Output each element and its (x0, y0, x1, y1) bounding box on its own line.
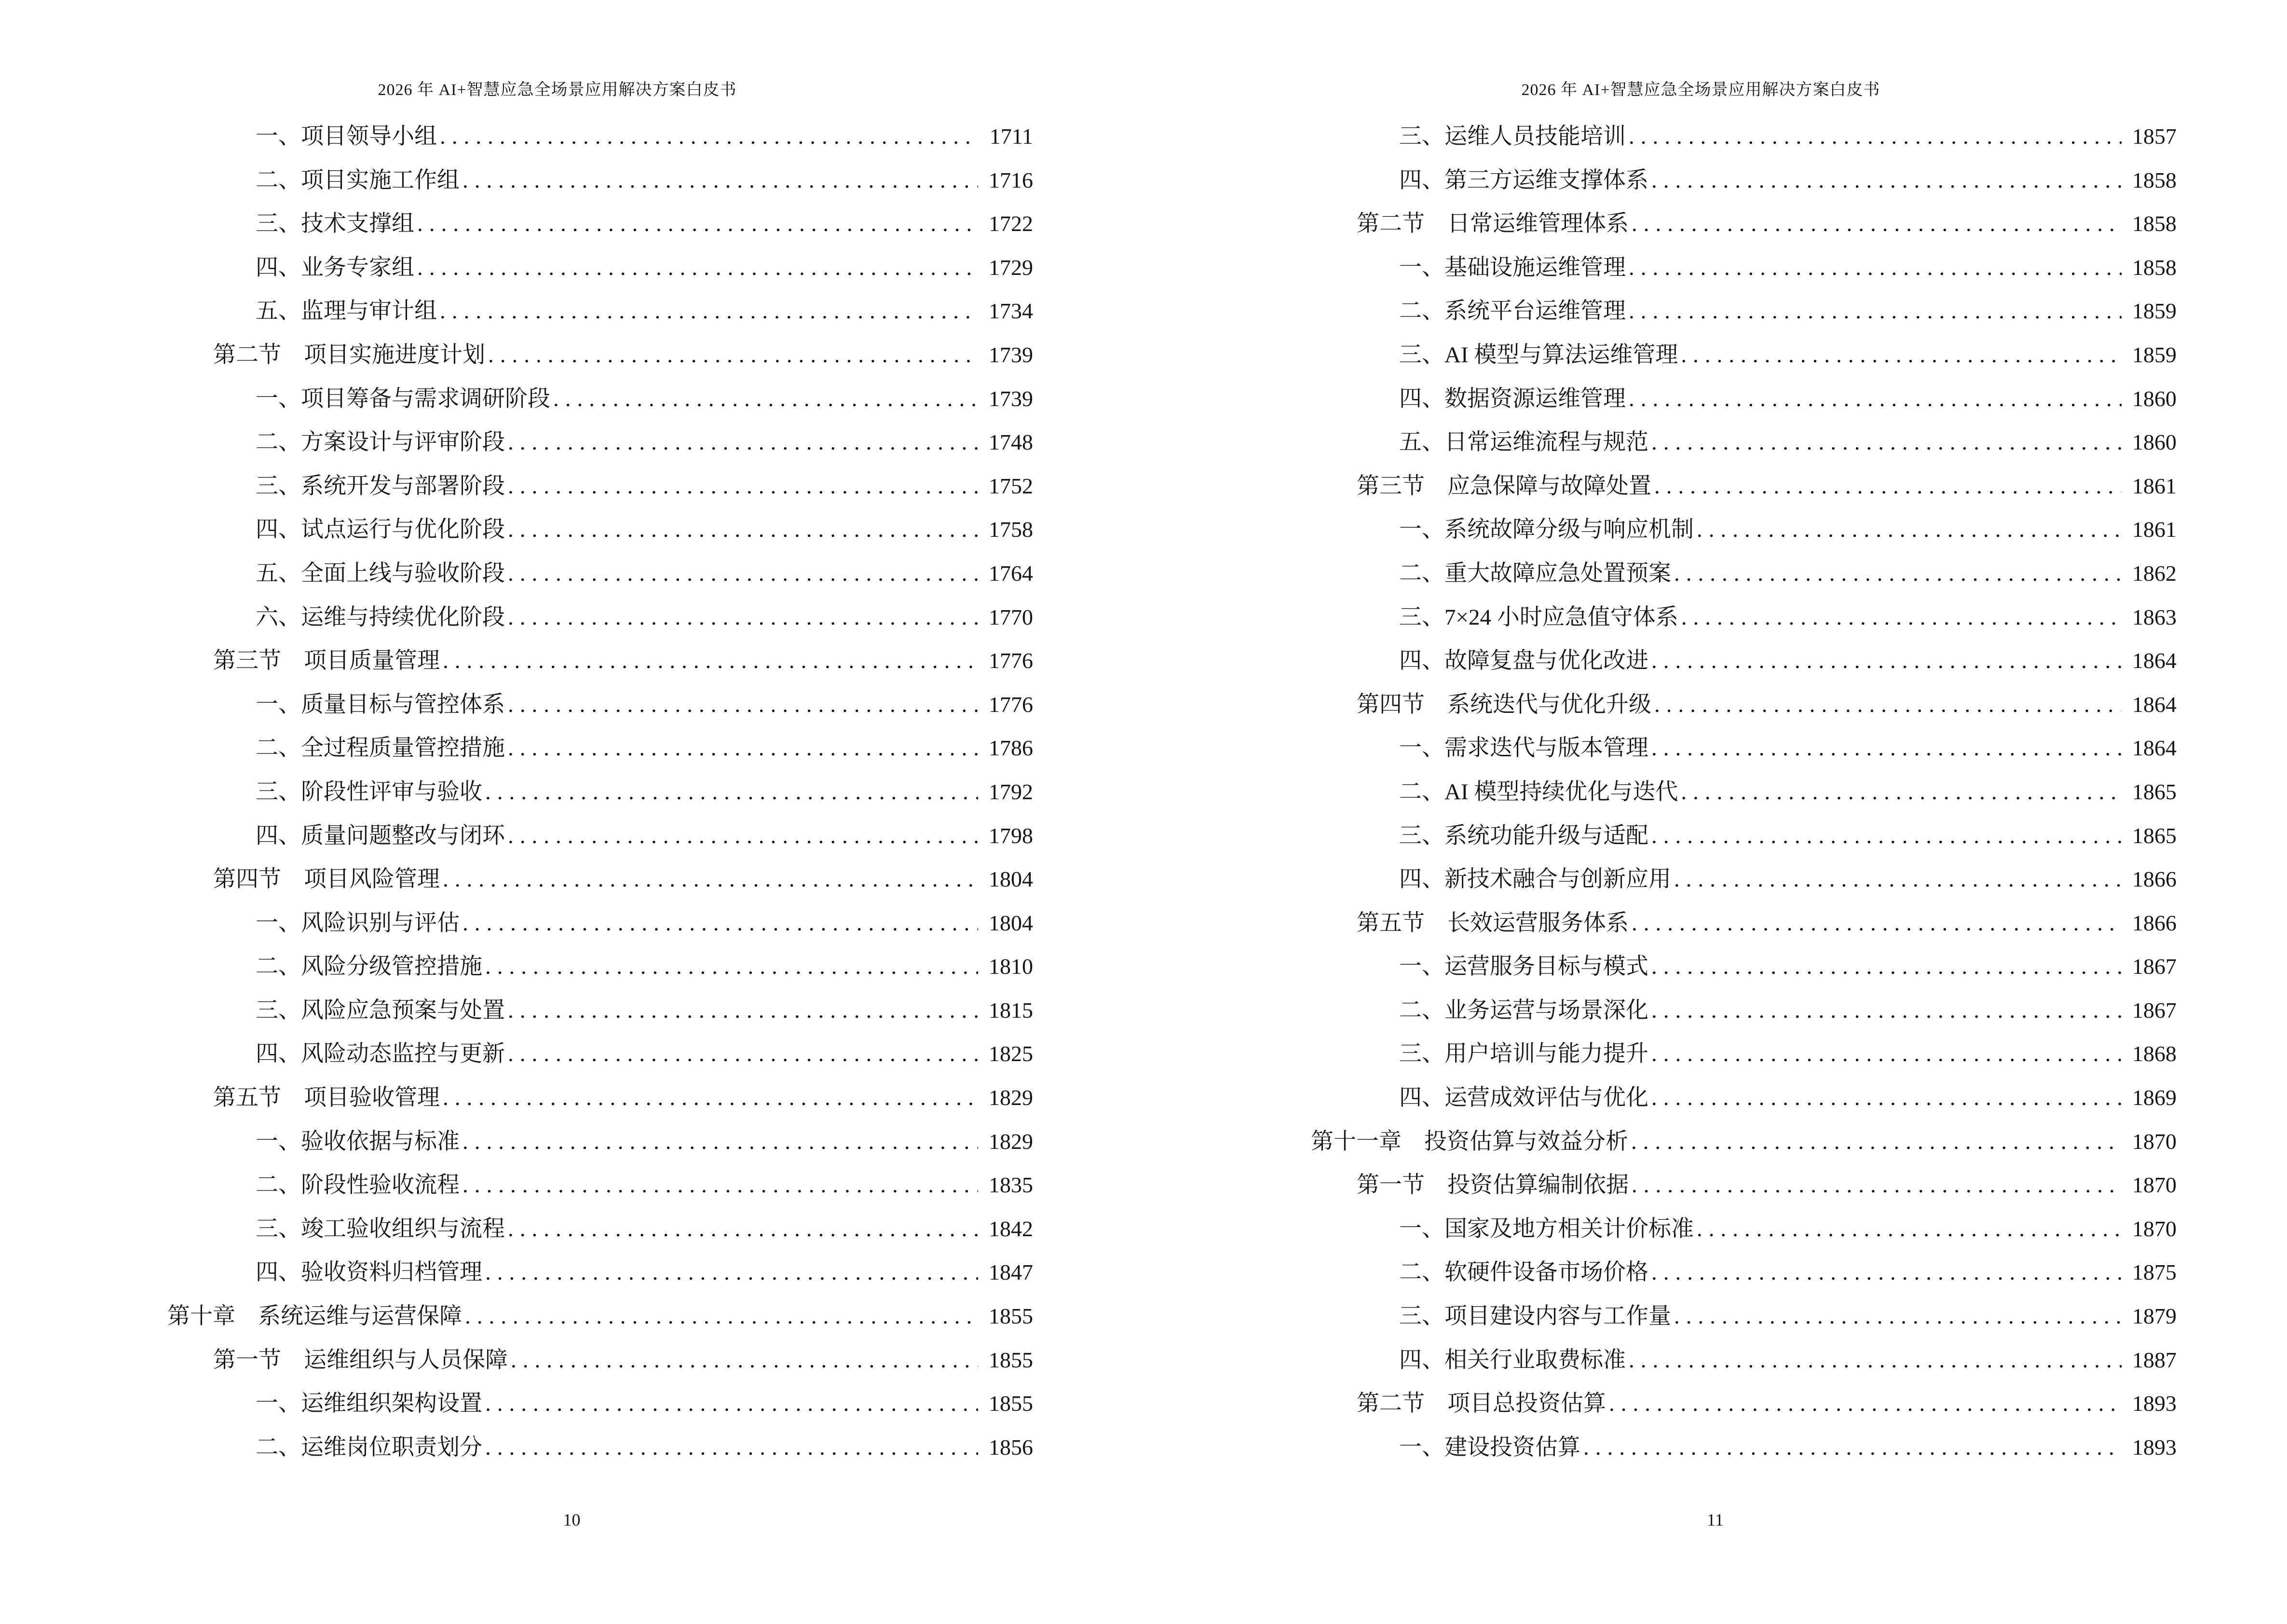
dot-leader (1629, 246, 2122, 290)
dot-leader (485, 1426, 978, 1470)
toc-row (0, 945, 1144, 989)
toc-entry-title: 四、第三方运维支撑体系 (1399, 167, 1648, 193)
toc-entry-title: 四、风险动态监控与更新 (256, 1041, 505, 1067)
dot-leader (1654, 464, 2122, 508)
toc-row (0, 552, 1144, 596)
toc-entry-title: 二、运维岗位职责划分 (256, 1434, 482, 1460)
toc-entry-title: 三、技术支撑组 (256, 211, 414, 237)
toc-row (0, 1163, 1144, 1207)
toc-row (0, 596, 1144, 640)
dot-leader (1631, 1120, 2122, 1164)
toc-entry-title: 第二节 日常运维管理体系 (1357, 211, 1629, 237)
toc-entry-title: 三、7×24 小时应急值守体系 (1399, 604, 1678, 630)
toc-row (1144, 202, 2287, 246)
toc-entry-title: 五、监理与审计组 (256, 299, 437, 324)
toc-page-right (1144, 0, 2287, 1624)
dot-leader (1681, 770, 2122, 814)
toc-entry-page: 1858 (2132, 211, 2177, 236)
toc-entry-page: 1859 (2132, 299, 2177, 324)
dot-leader (1629, 377, 2122, 421)
toc-entry-page: 1861 (2132, 517, 2177, 542)
dot-leader (553, 377, 978, 421)
toc-entry-title: 四、业务专家组 (256, 255, 414, 280)
toc-entry-title: 一、项目筹备与需求调研阶段 (256, 386, 550, 411)
toc-entry-title: 一、基础设施运维管理 (1399, 255, 1626, 280)
dot-leader (1674, 552, 2122, 596)
toc-entry-page: 1729 (989, 255, 1033, 280)
dot-leader (1629, 115, 2122, 159)
toc-entry-title: 第二节 项目实施进度计划 (213, 342, 485, 368)
toc-row (1144, 1207, 2287, 1251)
dot-leader (465, 1295, 978, 1338)
toc-row (1144, 683, 2287, 727)
toc-entry-title: 三、用户培训与能力提升 (1399, 1041, 1648, 1067)
toc-row (1144, 1032, 2287, 1076)
toc-row (1144, 726, 2287, 770)
toc-row (1144, 552, 2287, 596)
toc-entry-page: 1810 (989, 954, 1033, 979)
dot-leader (1651, 726, 2122, 770)
toc-entry-title: 四、验收资料归档管理 (256, 1260, 482, 1285)
toc-row (0, 770, 1144, 814)
toc-entry-page: 1893 (2132, 1434, 2177, 1460)
toc-entry-title: 第一节 投资估算编制依据 (1357, 1173, 1629, 1198)
toc-row (1144, 989, 2287, 1033)
toc-row (1144, 770, 2287, 814)
toc-row (1144, 1251, 2287, 1295)
toc-entry-title: 第三节 项目质量管理 (213, 648, 440, 674)
dot-leader (1681, 596, 2122, 640)
dot-leader (511, 1338, 978, 1382)
toc-row (1144, 1426, 2287, 1470)
toc-entry-page: 1847 (989, 1260, 1033, 1285)
dot-leader (417, 246, 978, 290)
toc-entry-page: 1860 (2132, 386, 2177, 411)
dot-leader (508, 596, 978, 640)
toc-entry-page: 1864 (2132, 648, 2177, 673)
dot-leader (508, 1207, 978, 1251)
dot-leader (488, 333, 978, 377)
toc-entry-page: 1865 (2132, 823, 2177, 848)
toc-entry-title: 一、质量目标与管控体系 (256, 692, 505, 717)
page-number: 10 (563, 1510, 581, 1529)
toc-entry-page: 1842 (989, 1216, 1033, 1241)
toc-entry-page: 1868 (2132, 1041, 2177, 1066)
toc-entry-title: 二、全过程质量管控措施 (256, 736, 505, 761)
dot-leader (508, 989, 978, 1033)
toc-entry-title: 二、风险分级管控措施 (256, 954, 482, 980)
toc-entry-title: 四、运营成效评估与优化 (1399, 1085, 1648, 1111)
toc-entry-page: 1866 (2132, 910, 2177, 935)
toc-entry-page: 1875 (2132, 1260, 2177, 1285)
toc-row (0, 1120, 1144, 1164)
toc-entry-page: 1870 (2132, 1129, 2177, 1154)
toc-row (0, 333, 1144, 377)
dot-leader (1697, 1207, 2122, 1251)
page-header: 2026 年 AI+智慧应急全场景应用解决方案白皮书 (378, 81, 737, 99)
toc-row (0, 1426, 1144, 1470)
dot-leader (1697, 508, 2122, 552)
dot-leader (1651, 421, 2122, 464)
toc-entry-title: 五、日常运维流程与规范 (1399, 430, 1648, 455)
toc-entry-title: 三、运维人员技能培训 (1399, 124, 1626, 149)
toc-row (0, 683, 1144, 727)
toc-row (1144, 421, 2287, 464)
toc-entry-title: 三、阶段性评审与验收 (256, 779, 482, 805)
toc-entry-page: 1804 (989, 910, 1033, 935)
dot-leader (1651, 814, 2122, 858)
toc-entry-title: 五、全面上线与验收阶段 (256, 560, 505, 586)
toc-entry-title: 三、竣工验收组织与流程 (256, 1216, 505, 1242)
toc-entry-page: 1770 (989, 604, 1033, 629)
toc-entry-title: 第十章 系统运维与运营保障 (167, 1304, 462, 1329)
page-number: 11 (1707, 1510, 1724, 1529)
dot-leader (508, 1032, 978, 1076)
toc-row (1144, 1382, 2287, 1426)
toc-entry-title: 一、验收依据与标准 (256, 1129, 460, 1154)
toc-entry-title: 二、重大故障应急处置预案 (1399, 560, 1671, 586)
dot-leader (508, 726, 978, 770)
dot-leader (485, 770, 978, 814)
toc-row (0, 421, 1144, 464)
toc-row (1144, 945, 2287, 989)
toc-entry-page: 1893 (2132, 1391, 2177, 1416)
dot-leader (1651, 1076, 2122, 1120)
toc-entry-page: 1856 (989, 1434, 1033, 1460)
dot-leader (485, 1251, 978, 1295)
toc-entry-page: 1870 (2132, 1173, 2177, 1198)
toc-entry-page: 1879 (2132, 1304, 2177, 1329)
toc-entry-title: 二、项目实施工作组 (256, 167, 460, 193)
toc-entry-page: 1825 (989, 1041, 1033, 1066)
toc-entry-page: 1835 (989, 1173, 1033, 1198)
toc-entry-page: 1786 (989, 736, 1033, 761)
toc-entry-title: 第三节 应急保障与故障处置 (1357, 473, 1651, 499)
dot-leader (1632, 1163, 2122, 1207)
toc-entry-title: 第一节 运维组织与人员保障 (213, 1347, 508, 1373)
toc-row (0, 202, 1144, 246)
toc-entry-page: 1776 (989, 648, 1033, 673)
toc-entry-page: 1829 (989, 1085, 1033, 1110)
toc-row (0, 814, 1144, 858)
dot-leader (1651, 1251, 2122, 1295)
toc-entry-page: 1815 (989, 997, 1033, 1023)
toc-row (1144, 901, 2287, 945)
dot-leader (508, 683, 978, 727)
toc-entry-title: 一、风险识别与评估 (256, 910, 460, 936)
toc-entry-title: 第五节 长效运营服务体系 (1357, 910, 1629, 936)
dot-leader (417, 202, 978, 246)
dot-leader (1651, 159, 2122, 203)
dot-leader (443, 639, 978, 683)
toc-entry-title: 一、系统故障分级与响应机制 (1399, 517, 1694, 543)
toc-entry-title: 一、运维组织架构设置 (256, 1391, 482, 1417)
toc-entry-title: 二、软硬件设备市场价格 (1399, 1260, 1648, 1285)
toc-row (0, 1382, 1144, 1426)
toc-entry-page: 1722 (989, 211, 1033, 236)
toc-row (1144, 1295, 2287, 1338)
toc-entry-title: 六、运维与持续优化阶段 (256, 604, 505, 630)
toc-entry-title: 四、故障复盘与优化改进 (1399, 648, 1648, 674)
toc-row (1144, 464, 2287, 508)
toc-row (1144, 289, 2287, 333)
dot-leader (463, 1120, 978, 1164)
dot-leader (508, 421, 978, 464)
toc-row (0, 464, 1144, 508)
toc-list (0, 115, 1144, 1469)
toc-entry-title: 四、试点运行与优化阶段 (256, 517, 505, 543)
toc-row (0, 1295, 1144, 1338)
toc-row (1144, 1163, 2287, 1207)
toc-row (0, 726, 1144, 770)
dot-leader (1629, 1338, 2122, 1382)
toc-entry-page: 1734 (989, 299, 1033, 324)
toc-entry-title: 一、国家及地方相关计价标准 (1399, 1216, 1694, 1242)
toc-entry-title: 第四节 项目风险管理 (213, 867, 440, 892)
toc-entry-title: 三、风险应急预案与处置 (256, 997, 505, 1023)
dot-leader (508, 814, 978, 858)
toc-entry-title: 四、相关行业取费标准 (1399, 1347, 1626, 1373)
toc-entry-page: 1857 (2132, 124, 2177, 149)
toc-entry-title: 二、业务运营与场景深化 (1399, 997, 1648, 1023)
toc-entry-title: 四、新技术融合与创新应用 (1399, 867, 1671, 892)
toc-entry-page: 1864 (2132, 692, 2177, 717)
toc-row (0, 115, 1144, 159)
toc-entry-page: 1867 (2132, 997, 2177, 1023)
toc-row (1144, 814, 2287, 858)
dot-leader (463, 901, 978, 945)
toc-entry-page: 1752 (989, 473, 1033, 498)
dot-leader (443, 1076, 978, 1120)
toc-entry-page: 1858 (2132, 167, 2177, 192)
toc-entry-page: 1858 (2132, 255, 2177, 280)
toc-row (1144, 1076, 2287, 1120)
dot-leader (485, 1382, 978, 1426)
toc-row (0, 901, 1144, 945)
toc-row (0, 508, 1144, 552)
toc-entry-title: 一、需求迭代与版本管理 (1399, 736, 1648, 761)
dot-leader (508, 508, 978, 552)
toc-entry-page: 1887 (2132, 1347, 2177, 1372)
toc-entry-page: 1869 (2132, 1085, 2177, 1110)
toc-row (0, 1338, 1144, 1382)
dot-leader (1651, 1032, 2122, 1076)
toc-entry-title: 三、系统功能升级与适配 (1399, 823, 1648, 848)
toc-entry-title: 第二节 项目总投资估算 (1357, 1391, 1606, 1417)
toc-row (0, 377, 1144, 421)
toc-entry-title: 三、系统开发与部署阶段 (256, 473, 505, 499)
page-header: 2026 年 AI+智慧应急全场景应用解决方案白皮书 (1521, 81, 1880, 99)
toc-row (1144, 1338, 2287, 1382)
toc-entry-page: 1860 (2132, 430, 2177, 455)
toc-row (1144, 159, 2287, 203)
dot-leader (485, 945, 978, 989)
toc-entry-page: 1867 (2132, 954, 2177, 979)
toc-entry-title: 二、AI 模型持续优化与迭代 (1399, 779, 1678, 805)
toc-entry-page: 1861 (2132, 473, 2177, 498)
dot-leader (463, 159, 978, 203)
toc-row (0, 639, 1144, 683)
toc-entry-title: 第十一章 投资估算与效益分析 (1311, 1129, 1628, 1154)
dot-leader (1609, 1382, 2122, 1426)
toc-entry-page: 1758 (989, 517, 1033, 542)
toc-entry-page: 1855 (989, 1391, 1033, 1416)
toc-entry-title: 一、项目领导小组 (256, 124, 437, 149)
toc-row (0, 858, 1144, 901)
toc-entry-title: 二、系统平台运维管理 (1399, 299, 1626, 324)
toc-row (1144, 508, 2287, 552)
dot-leader (1674, 858, 2122, 901)
dot-leader (440, 289, 978, 333)
dot-leader (1651, 639, 2122, 683)
toc-entry-page: 1859 (2132, 342, 2177, 367)
dot-leader (1651, 989, 2122, 1033)
toc-entry-title: 三、项目建设内容与工作量 (1399, 1304, 1671, 1329)
toc-entry-page: 1829 (989, 1129, 1033, 1154)
toc-entry-title: 二、阶段性验收流程 (256, 1173, 460, 1198)
toc-row (1144, 115, 2287, 159)
toc-row (0, 1207, 1144, 1251)
dot-leader (440, 115, 978, 159)
toc-entry-title: 一、运营服务目标与模式 (1399, 954, 1648, 980)
toc-entry-title: 一、建设投资估算 (1399, 1434, 1580, 1460)
toc-row (0, 1076, 1144, 1120)
dot-leader (1583, 1426, 2122, 1470)
toc-row (1144, 1120, 2287, 1164)
toc-entry-title: 第五节 项目验收管理 (213, 1085, 440, 1111)
dot-leader (508, 552, 978, 596)
dot-leader (1651, 945, 2122, 989)
toc-entry-page: 1776 (989, 692, 1033, 717)
toc-row (1144, 639, 2287, 683)
toc-entry-title: 四、数据资源运维管理 (1399, 386, 1626, 411)
toc-entry-page: 1855 (989, 1304, 1033, 1329)
toc-entry-title: 二、方案设计与评审阶段 (256, 430, 505, 455)
toc-row (1144, 596, 2287, 640)
toc-row (0, 989, 1144, 1033)
toc-entry-page: 1739 (989, 386, 1033, 411)
toc-row (0, 1032, 1144, 1076)
dot-leader (1674, 1295, 2122, 1338)
toc-row (0, 1251, 1144, 1295)
toc-entry-page: 1792 (989, 779, 1033, 804)
toc-entry-page: 1866 (2132, 867, 2177, 892)
toc-entry-page: 1862 (2132, 560, 2177, 586)
dot-leader (443, 858, 978, 901)
toc-entry-page: 1870 (2132, 1216, 2177, 1241)
toc-row (1144, 858, 2287, 901)
dot-leader (463, 1163, 978, 1207)
toc-entry-page: 1716 (989, 167, 1033, 192)
toc-entry-page: 1748 (989, 430, 1033, 455)
dot-leader (1654, 683, 2122, 727)
toc-entry-page: 1798 (989, 823, 1033, 848)
dot-leader (1632, 202, 2122, 246)
toc-row (1144, 333, 2287, 377)
toc-entry-page: 1711 (989, 124, 1033, 149)
toc-entry-title: 三、AI 模型与算法运维管理 (1399, 342, 1678, 368)
toc-entry-page: 1855 (989, 1347, 1033, 1372)
toc-entry-title: 四、质量问题整改与闭环 (256, 823, 505, 848)
dot-leader (508, 464, 978, 508)
toc-row (1144, 377, 2287, 421)
toc-entry-page: 1865 (2132, 779, 2177, 804)
toc-row (0, 289, 1144, 333)
toc-row (0, 159, 1144, 203)
toc-entry-page: 1864 (2132, 736, 2177, 761)
dot-leader (1681, 333, 2122, 377)
toc-entry-page: 1739 (989, 342, 1033, 367)
toc-entry-page: 1863 (2132, 604, 2177, 629)
toc-entry-title: 第四节 系统迭代与优化升级 (1357, 692, 1651, 717)
toc-row (1144, 246, 2287, 290)
toc-entry-page: 1764 (989, 560, 1033, 586)
toc-list (1144, 115, 2287, 1469)
dot-leader (1632, 901, 2122, 945)
dot-leader (1629, 289, 2122, 333)
toc-entry-page: 1804 (989, 867, 1033, 892)
toc-row (0, 246, 1144, 290)
